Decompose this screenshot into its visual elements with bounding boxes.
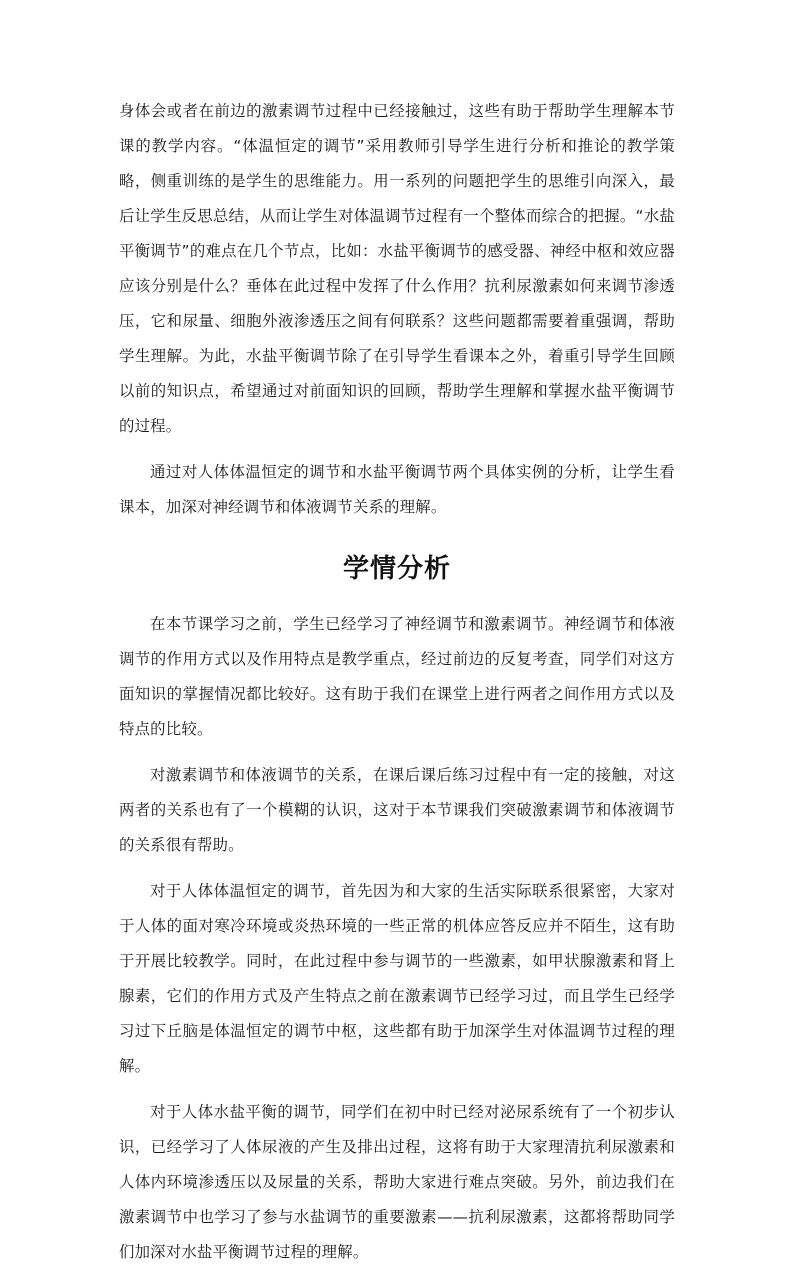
section-paragraph-2: 对激素调节和体液调节的关系，在课后课后练习过程中有一定的接触，对这两者的关系也有了一个模糊的认识，这对于本节课我们突破激素调节和体液调节的关系很有帮助。 [119, 766, 675, 854]
section-paragraph-3: 对于人体体温恒定的调节，首先因为和大家的生活实际联系很紧密，大家对于人体的面对寒冷环境或炎热环境的一些正常的机体应答反应并不陌生，这有助于开展比较教学。同时，在此过程中参与调节的一些激素，如甲状腺激素和肾上腺素，它们的作用方式及产生特点之前在激素调节已经学习过，而且学生已经学习过下丘脑是体温恒定的调节中枢，这些都有助于加深学生对体温调节过程的理解。 [119, 882, 675, 1075]
document-body [119, 94, 675, 1270]
section-title: 学情分析 [342, 554, 451, 584]
intro-paragraph-1: 身体会或者在前边的激素调节过程中已经接触过，这些有助于帮助学生理解本节课的教学内容。“体温恒定的调节”采用教师引导学生进行分析和推论的教学策略，侧重训练的是学生的思维能力。用一系列的问题把学生的思维引向深入，最后让学生反思总结，从而让学生对体温调节过程有一个整体而综合的把握。“水盐平衡调节”的难点在几个节点，比如：水盐平衡调节的感受器、神经中枢和效应器应该分别是什么？垂体在此过程中发挥了什么作用？抗利尿激素如何来调节渗透压，它和尿量、细胞外液渗透压之间有何联系？这些问题都需要着重强调，帮助学生理解。为此，水盐平衡调节除了在引导学生看课本之外，着重引导学生回顾以前的知识点，希望通过对前面知识的回顾，帮助学生理解和掌握水盐平衡调节的过程。 [119, 102, 675, 435]
section-paragraph-4: 对于人体水盐平衡的调节，同学们在初中时已经对泌尿系统有了一个初步认识，已经学习了人体尿液的产生及排出过程，这将有助于大家理清抗利尿激素和人体内环境渗透压以及尿量的关系，帮助大家进行难点突破。另外，前边我们在激素调节中也学习了参与水盐调节的重要激素——抗利尿激素，这都将帮助同学们加深对水盐平衡调节过程的理解。 [119, 1103, 675, 1261]
intro-paragraph-2: 通过对人体体温恒定的调节和水盐平衡调节两个具体实例的分析，让学生看课本，加深对神经调节和体液调节关系的理解。 [119, 463, 675, 516]
section-paragraph-1: 在本节课学习之前，学生已经学习了神经调节和激素调节。神经调节和体液调节的作用方式以及作用特点是教学重点，经过前边的反复考查，同学们对这方面知识的掌握情况都比较好。这有助于我们在课堂上进行两者之间作用方式以及特点的比较。 [119, 615, 675, 738]
